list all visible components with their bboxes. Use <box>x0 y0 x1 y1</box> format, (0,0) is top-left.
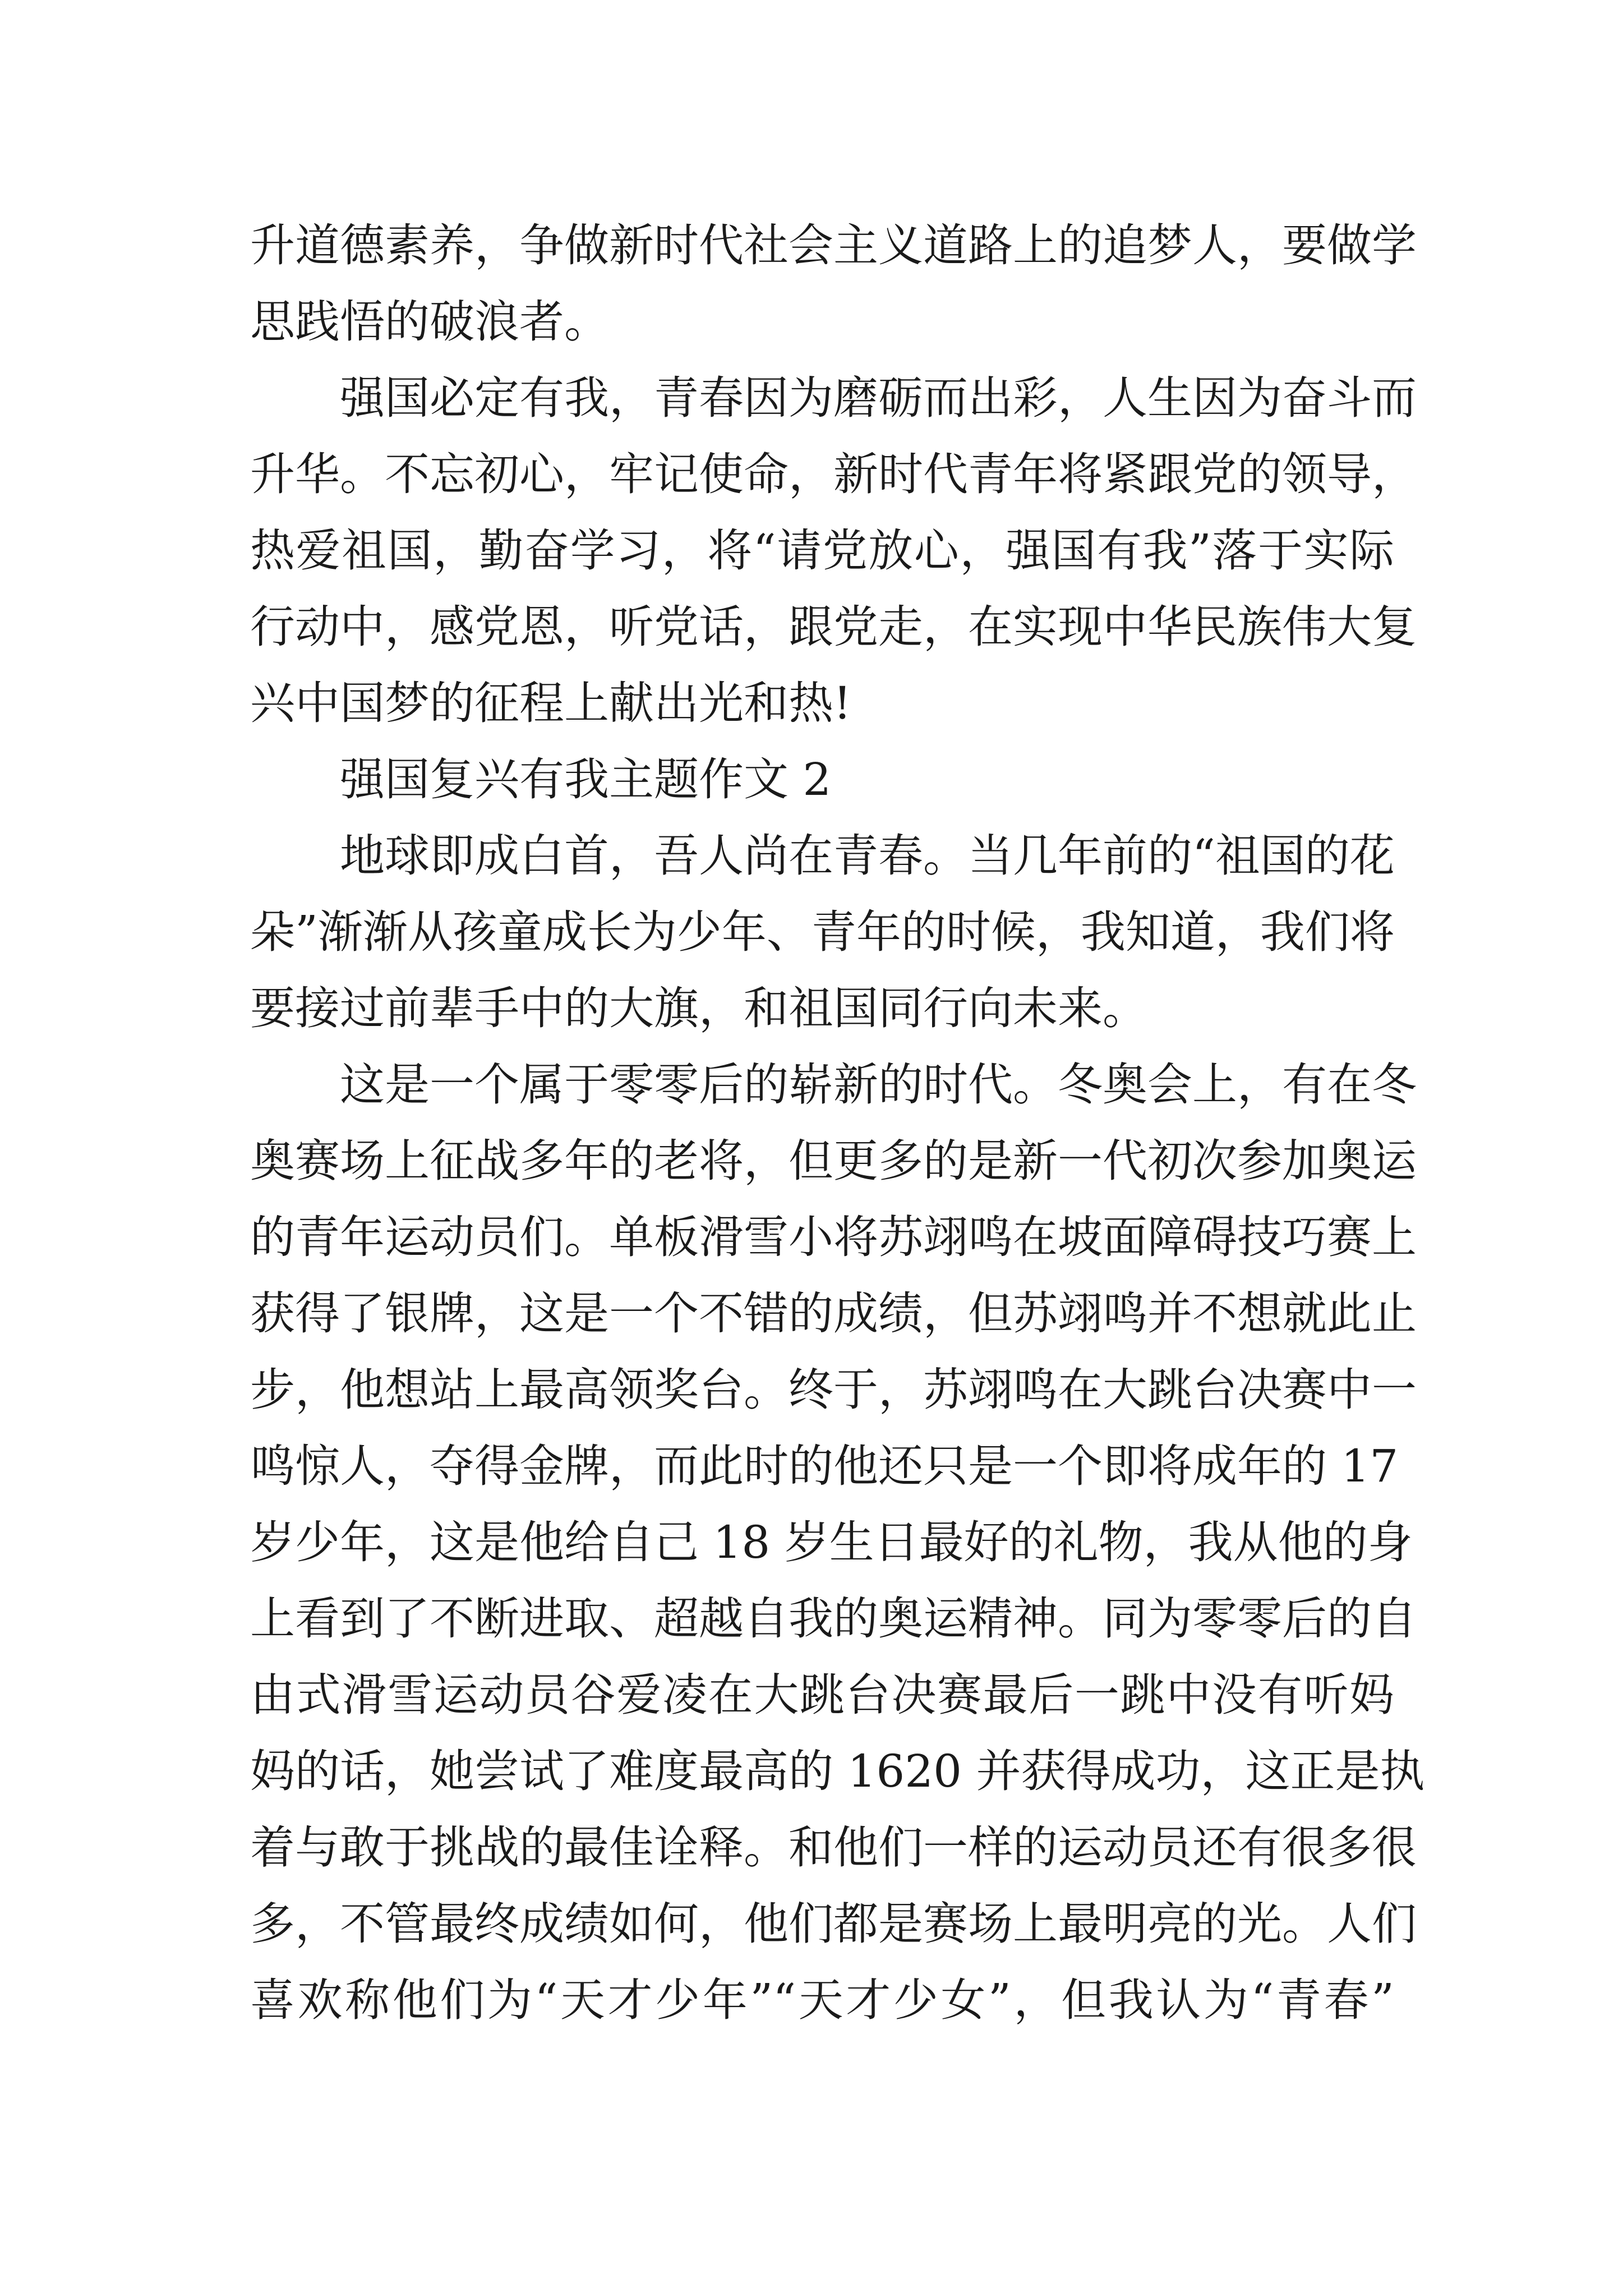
text-line: 步，他想站上最高领奖台。终于，苏翊鸣在大跳台决赛中一 <box>250 1364 1417 1416</box>
text-line: 地球即成白首，吾人尚在青春。当几年前的“祖国的花 <box>340 830 1395 882</box>
text-line: 思践悟的破浪者。 <box>250 296 609 348</box>
text-line: 要接过前辈手中的大旗，和祖国同行向未来。 <box>250 982 1147 1034</box>
text-line: 奥赛场上征战多年的老将，但更多的是新一代初次参加奥运 <box>250 1135 1417 1187</box>
document-body <box>250 208 1425 2039</box>
text-line: 岁少年，这是他给自己 18 岁生日最好的礼物，我从他的身 <box>250 1516 1413 1568</box>
text-line: 升华。不忘初心，牢记使命，新时代青年将紧跟党的领导， <box>250 448 1417 500</box>
text-line: 获得了银牌，这是一个不错的成绩，但苏翊鸣并不想就此止 <box>250 1287 1417 1340</box>
text-line: 这是一个属于零零后的崭新的时代。冬奥会上，有在冬 <box>340 1059 1417 1111</box>
text-line: 升道德素养，争做新时代社会主义道路上的追梦人，要做学 <box>250 219 1417 272</box>
text-line: 妈的话，她尝试了难度最高的 1620 并获得成功，这正是执 <box>250 1745 1425 1797</box>
text-line: 由式滑雪运动员谷爱凌在大跳台决赛最后一跳中没有听妈 <box>250 1669 1394 1721</box>
text-line: 强国复兴有我主题作文 2 <box>340 753 832 806</box>
text-line: 行动中，感党恩，听党话，跟党走，在实现中华民族伟大复 <box>250 601 1417 653</box>
text-line: 多，不管最终成绩如何，他们都是赛场上最明亮的光。人们 <box>250 1898 1417 1950</box>
text-line: 兴中国梦的征程上献出光和热! <box>250 677 852 729</box>
text-line: 的青年运动员们。单板滑雪小将苏翊鸣在坡面障碍技巧赛上 <box>250 1211 1417 1263</box>
text-line: 喜欢称他们为“天才少年”“天才少女”，但我认为“青春” <box>250 1974 1394 2026</box>
text-line: 强国必定有我，青春因为磨砺而出彩，人生因为奋斗而 <box>340 372 1417 424</box>
text-line: 朵”渐渐从孩童成长为少年、青年的时候，我知道，我们将 <box>250 906 1395 958</box>
text-line: 鸣惊人，夺得金牌，而此时的他还只是一个即将成年的 17 <box>250 1440 1399 1492</box>
text-line: 着与敢于挑战的最佳诠释。和他们一样的运动员还有很多很 <box>250 1821 1417 1874</box>
text-line: 热爱祖国，勤奋学习，将“请党放心，强国有我”落于实际 <box>250 524 1394 577</box>
text-line: 上看到了不断进取、超越自我的奥运精神。同为零零后的自 <box>250 1593 1417 1645</box>
